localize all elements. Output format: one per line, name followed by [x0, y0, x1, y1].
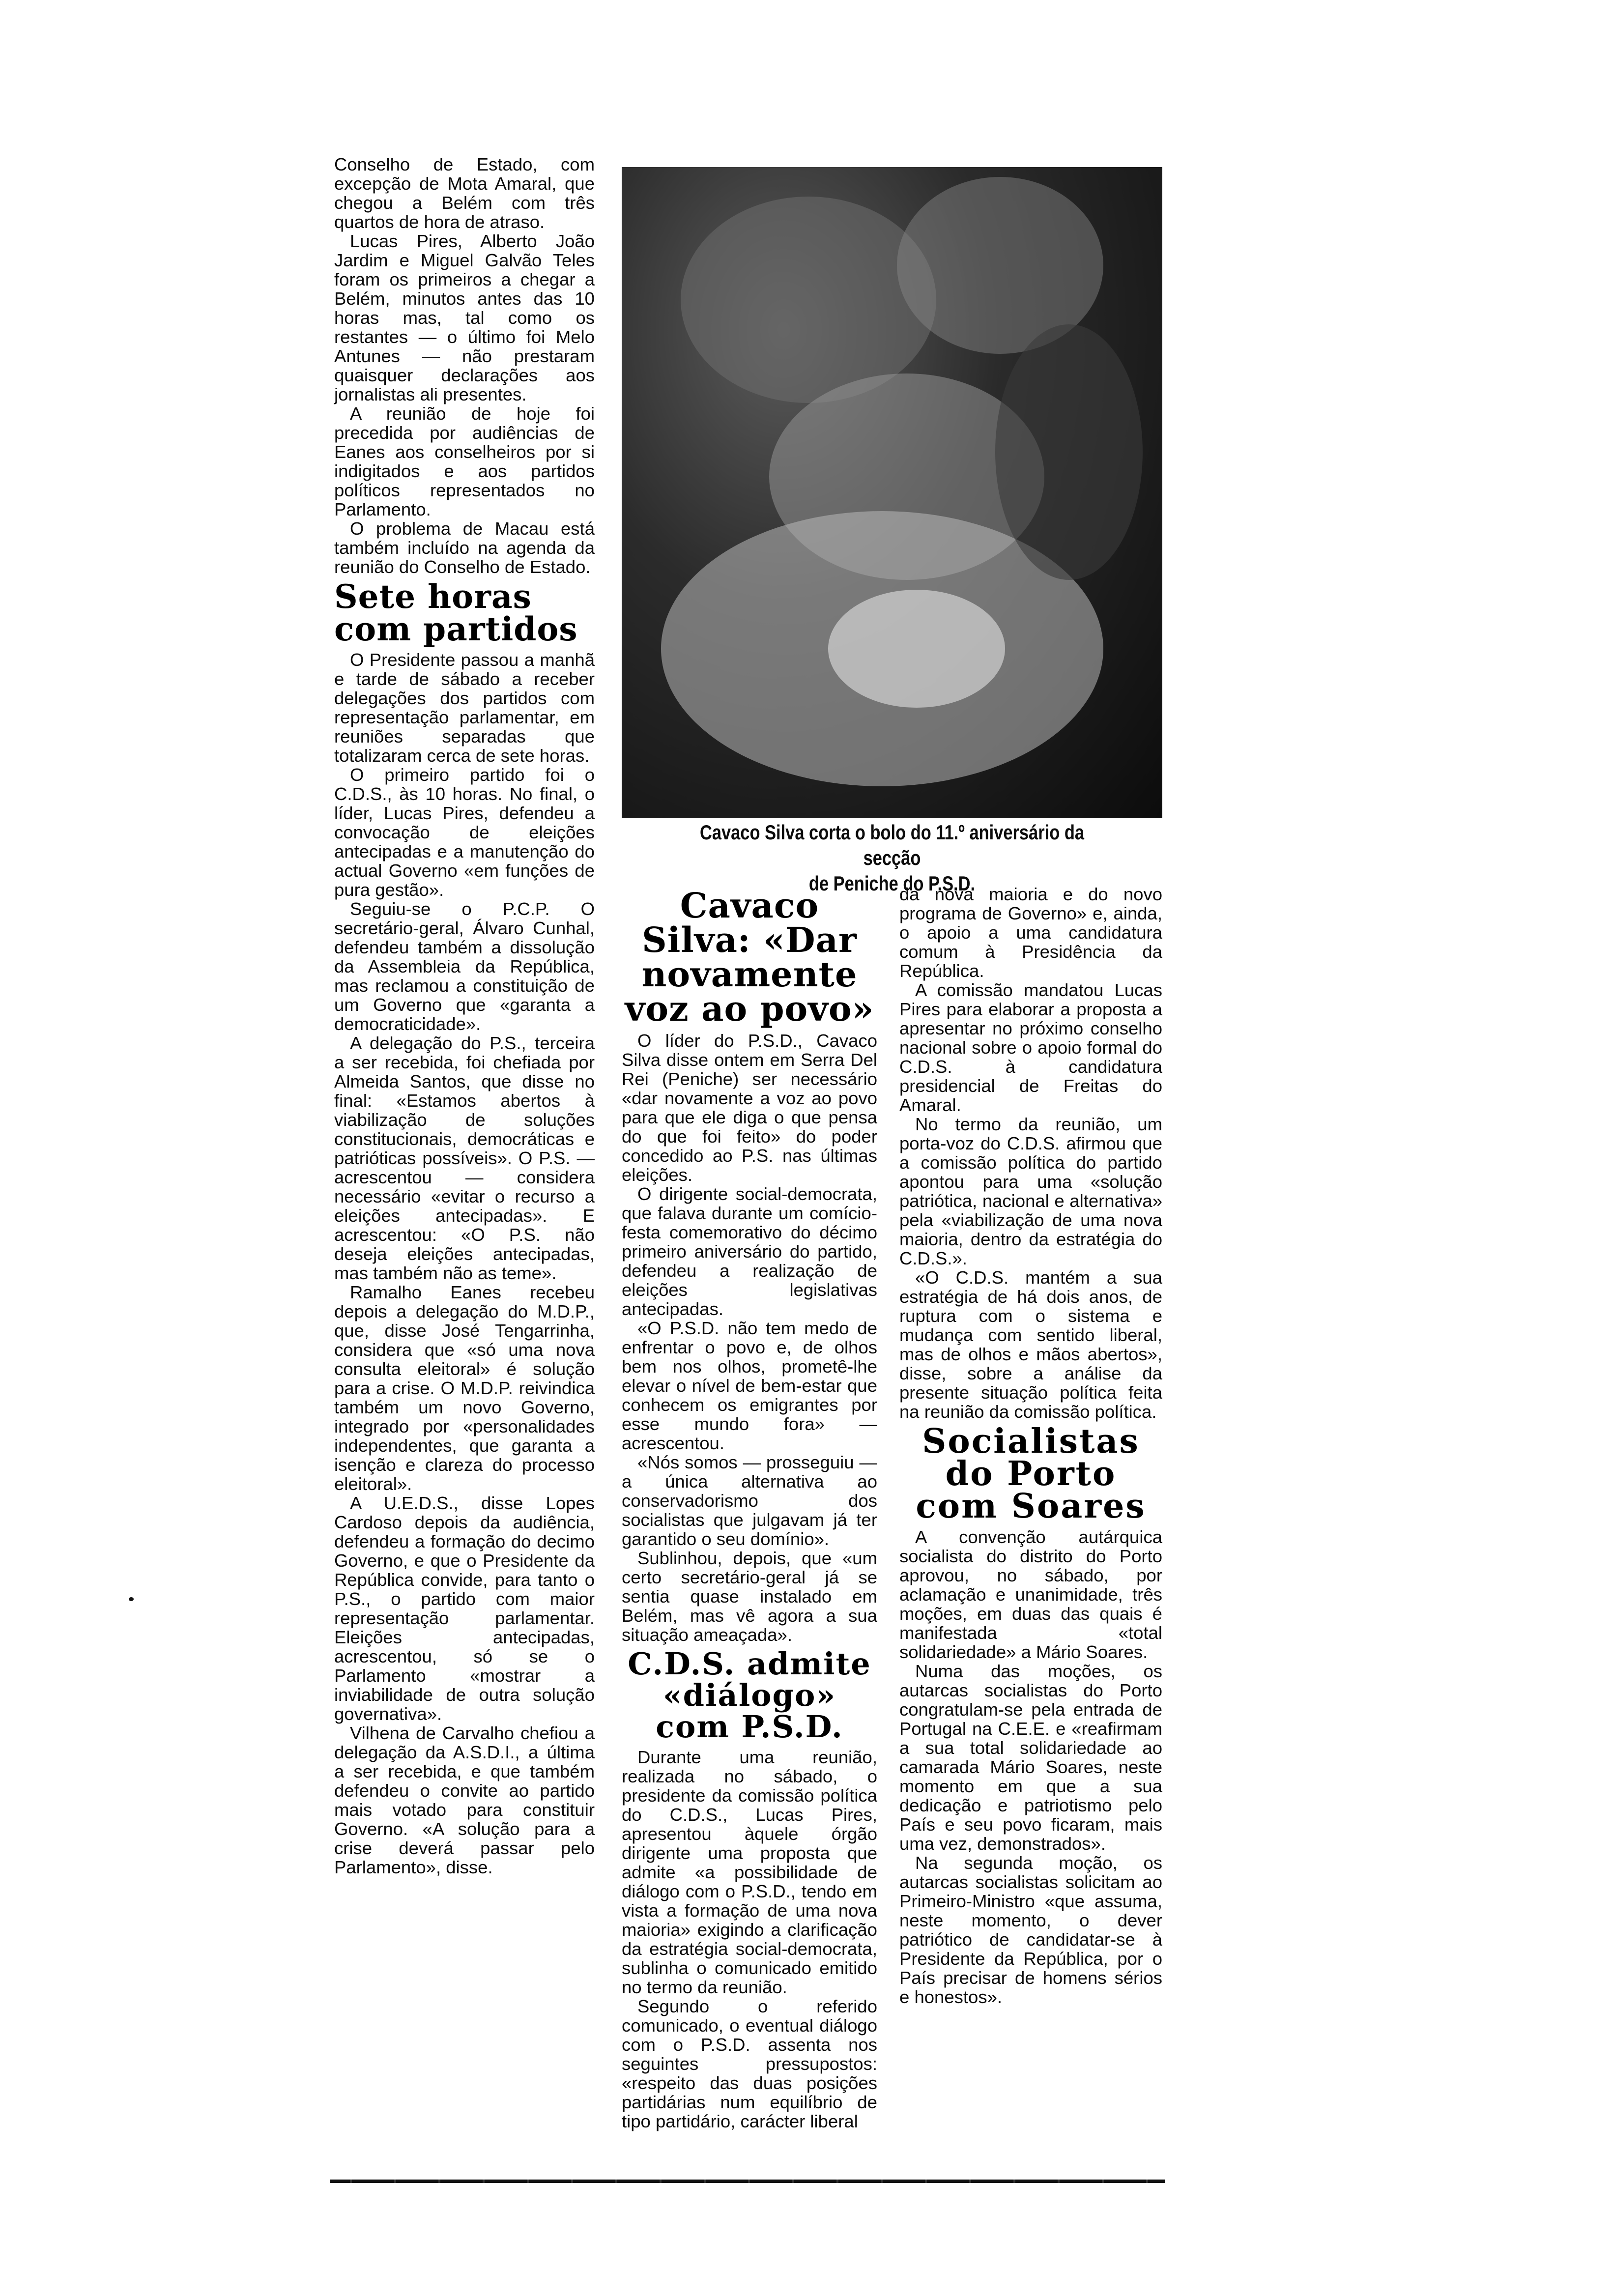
photo-caption-line-1: Cavaco Silva corta o bolo do 11.º aniversário da secção: [699, 821, 1085, 869]
article-paragraph: Seguiu-se o P.C.P. O secretário-geral, Álvaro Cunhal, defendeu também a dissolução da Assembleia da República, mas reclamou a constituição de um Governo que «garanta a democraticidade».: [334, 899, 595, 1034]
section-heading-sete-horas: Sete horas com partidos: [334, 577, 578, 648]
bottom-rule: [330, 2180, 1165, 2183]
scan-speck: [129, 1597, 134, 1601]
article-paragraph: No termo da reunião, um porta-voz do C.D.S. afirmou que a comissão política do partido apontou para uma «solução patriótica, nacional e alternativa» pela «viabilização de uma nova maioria, dentro da estratégia do C.D.S.».: [899, 1114, 1162, 1268]
article-paragraph: O líder do P.S.D., Cavaco Silva disse ontem em Serra Del Rei (Peniche) ser necessário «dar novamente a voz ao povo para que ele diga o que pensa do que foi feito» do poder concedido ao P.S. nas últimas eleições.: [622, 1031, 877, 1185]
article-paragraph: O problema de Macau está também incluído na agenda da reunião do Conselho de Estado.: [334, 518, 595, 577]
column-2: [622, 885, 877, 2131]
article-paragraph: Durante uma reunião, realizada no sábado, o presidente da comissão política do C.D.S., Lucas Pires, apresentou àquele órgão dirigente uma proposta que admite «a possibilidade de diálogo com o P.S.D., tendo em vista a formação de uma nova maioria» exigindo a clarificação da estratégia social-democrata, sublinha o comunicado emitido no termo da reunião.: [622, 1747, 877, 1997]
article-paragraph: A delegação do P.S., terceira a ser recebida, foi chefiada por Almeida Santos, que disse no final: «Estamos abertos à viabilização de soluções constitucionais, democráticas e patrióticas possíveis». O P.S. — acrescentou — considera necessário «evitar o recurso a eleições antecipadas». E acrescentou: «O P.S. não deseja eleições antecipadas, mas também não as teme».: [334, 1033, 595, 1283]
headline-socialistas-porto: Socialistas do Porto com Soares: [916, 1422, 1146, 1526]
article-paragraph: A comissão mandatou Lucas Pires para elaborar a proposta a apresentar no próximo conselho nacional sobre o apoio formal do C.D.S. à candidatura presidencial de Freitas do Amaral.: [899, 980, 1162, 1115]
article-paragraph: Na segunda moção, os autarcas socialistas solicitam ao Primeiro-Ministro «que assuma, neste momento, o dever patriótico de candidatar-se à Presidente da República, por o País precisar de homens sérios e honestos».: [899, 1853, 1162, 2007]
article-paragraph: O dirigente social-democrata, que falava durante um comício-festa comemorativo do décimo primeiro aniversário do partido, defendeu a realização de eleições legislativas antecipadas.: [622, 1184, 877, 1319]
article-paragraph: Vilhena de Carvalho chefiou a delegação da A.S.D.I., a última a ser recebida, e que também defendeu o convite ao partido mais votado para constituir Governo. «A solução para a crise deverá passar pelo Parlamento», disse.: [334, 1723, 595, 1877]
article-paragraph: Ramalho Eanes recebeu depois a delegação do M.D.P., que, disse José Tengarrinha, considera que «só uma nova consulta eleitoral» é solução para a crise. O M.D.P. reivindica também um novo Governo, integrado por «personalidades independentes, que garanta a isenção e clareza do processo eleitoral».: [334, 1282, 595, 1494]
column-1: [334, 155, 595, 1877]
article-paragraph: Segundo o referido comunicado, o eventual diálogo com o P.S.D. assenta nos seguintes pressupostos: «respeito das duas posições partidárias num equilíbrio de tipo partidário, carácter liberal: [622, 1996, 877, 2131]
column-3: [899, 885, 1162, 2007]
article-paragraph: Conselho de Estado, com excepção de Mota Amaral, que chegou a Belém com três quartos de hora de atraso.: [334, 154, 595, 232]
article-paragraph: «O P.S.D. não tem medo de enfrentar o povo e, de olhos bem nos olhos, prometê-lhe elevar o nível de bem-estar que conhecem os emigrantes por esse mundo fora» — acrescentou.: [622, 1318, 877, 1453]
article-paragraph: A U.E.D.S., disse Lopes Cardoso depois da audiência, defendeu a formação do decimo Governo, e que o Presidente da República convide, para tanto o P.S., o partido com maior representação parlamentar. Eleições antecipadas, acrescentou, só se o Parlamento «mostrar a inviabilidade de outra solução governativa».: [334, 1493, 595, 1724]
article-paragraph: A convenção autárquica socialista do distrito do Porto aprovou, no sábado, por aclamação e unanimidade, três moções, em duas das quais é manifestada «total solidariedade» a Mário Soares.: [899, 1527, 1162, 1662]
headline-cavaco-silva: Cavaco Silva: «Dar novamente voz ao povo»: [625, 885, 874, 1029]
article-paragraph: A reunião de hoje foi precedida por audiências de Eanes aos conselheiros por si indigitados e aos partidos políticos representados no Parlamento.: [334, 403, 595, 519]
article-paragraph: «Nós somos — prosseguiu — a única alternativa ao conservadorismo dos socialistas que julgavam já ter garantido o seu domínio».: [622, 1452, 877, 1549]
article-paragraph: da nova maioria e do novo programa de Governo» e, ainda, o apoio a uma candidatura comum à Presidência da República.: [899, 884, 1162, 981]
article-paragraph: Lucas Pires, Alberto João Jardim e Miguel Galvão Teles foram os primeiros a chegar a Belém, minutos antes das 10 horas mas, tal como os restantes — o último foi Melo Antunes — não prestaram quaisquer declarações aos jornalistas ali presentes.: [334, 231, 595, 404]
headline-cds-admite: C.D.S. admite «diálogo» com P.S.D.: [628, 1646, 871, 1745]
article-paragraph: Sublinhou, depois, que «um certo secretário-geral já se sentia quase instalado em Belém, mas vê agora a sua situação ameaçada».: [622, 1548, 877, 1645]
photo-caption-line-2: de Peniche do P.S.D.: [808, 872, 976, 895]
article-paragraph: Numa das moções, os autarcas socialistas do Porto congratulam-se pela entrada de Portugal na C.E.E. e «reafirmam a sua total solidariedade ao camarada Mário Soares, neste momento em que a sua dedicação e patriotismo pelo País e seu povo ficaram, mais uma vez, demonstrados».: [899, 1661, 1162, 1854]
article-paragraph: «O C.D.S. mantém a sua estratégia de há dois anos, de ruptura com o sistema e mudança com sentido liberal, mas de olhos e mãos abertos», disse, sobre a análise da presente situação política feita na reunião da comissão política.: [899, 1267, 1162, 1422]
article-paragraph: O Presidente passou a manhã e tarde de sábado a receber delegações dos partidos com representação parlamentar, em reuniões separadas que totalizaram cerca de sete horas.: [334, 650, 595, 766]
article-paragraph: O primeiro partido foi o C.D.S., às 10 horas. No final, o líder, Lucas Pires, defendeu a convocação de eleições antecipadas e a manutenção do actual Governo «em funções de pura gestão».: [334, 765, 595, 900]
news-photo: [622, 167, 1162, 818]
